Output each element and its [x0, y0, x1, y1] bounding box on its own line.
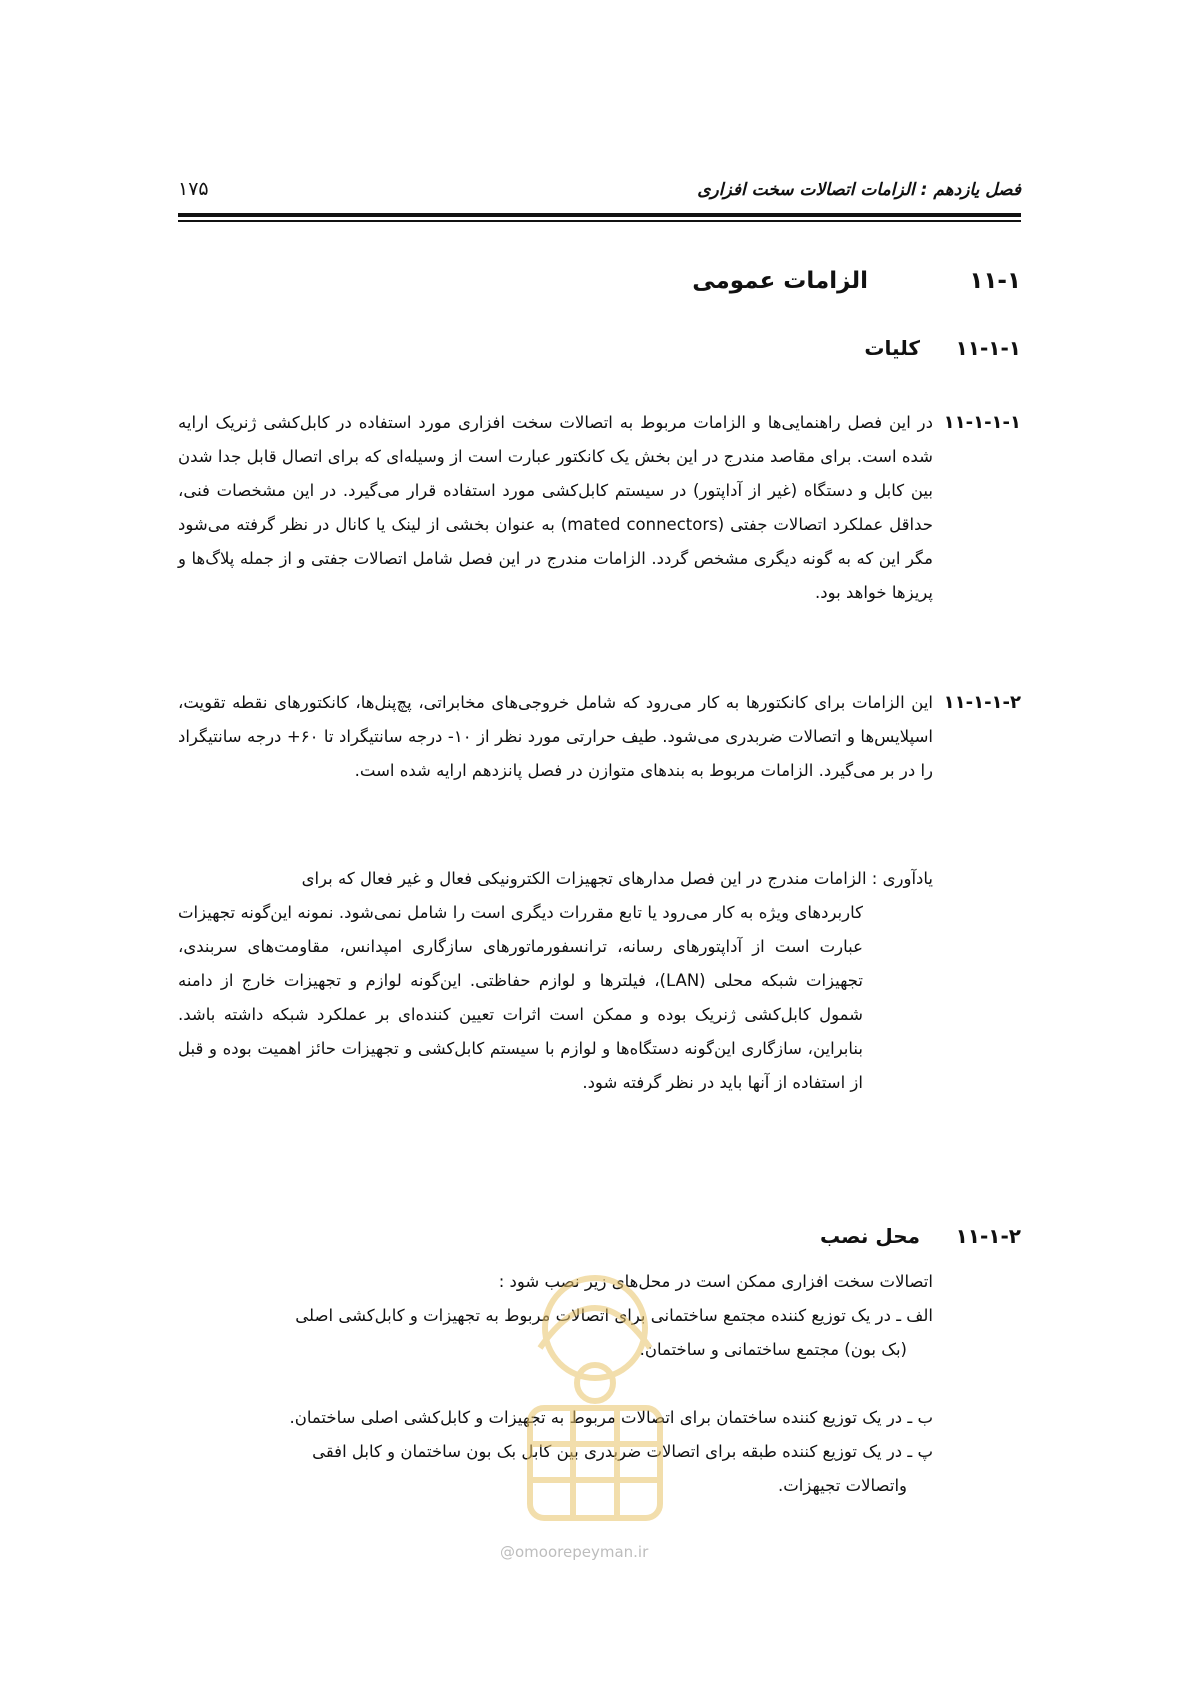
running-header — [178, 174, 1021, 210]
clause-11-1-1-1 — [178, 406, 1021, 610]
subsection-title: کلیات — [864, 336, 920, 360]
list-item-continuation: واتصالات تجیهزات. — [778, 1476, 907, 1495]
section-title: الزامات عمومی — [692, 268, 868, 294]
list-item-line: الف ـ در یک توزیع کننده مجتمع ساختمانی برای اتصالات مربوط به تجهیزات و کابل‌کشی اصلی — [295, 1306, 933, 1325]
page-number: ۱۷۵ — [178, 178, 209, 200]
installation-intro: اتصالات سخت افزاری ممکن است در محل‌های زیر نصب شود : — [498, 1272, 933, 1291]
section-heading-general-requirements — [692, 268, 1021, 294]
subsection-number: ۱۱-۱-۲ — [955, 1224, 1021, 1248]
clause-text: در این فصل راهنمایی‌ها و الزامات مربوط به اتصالات سخت افزاری مورد استفاده در کابل‌کشی ژنریک ارایه شده است. برای مقاصد مندرج در این بخش یک کانکتور عبارت است از وسیله‌ای که برای اتصال قابل جدا شدن بین کابل و دستگاه (غیر از آداپتور) در سیستم کابل‌کشی مورد استفاده قرار می‌گیرد. در این مشخصات فنی، حداقل عملکرد اتصالات جفتی (mated connectors) به عنوان بخشی از لینک یا کانال در نظر گرفته می‌شود مگر این که به گونه دیگری مشخص گردد. الزامات مندرج در این فصل شامل اتصالات جفتی و از جمله پلاگ‌ها و پریزها خواهد بود. — [178, 413, 933, 602]
list-item — [178, 1435, 933, 1503]
subsection-heading-overview — [864, 336, 1021, 360]
subsection-number: ۱۱-۱-۱ — [955, 336, 1021, 360]
list-item — [178, 1299, 933, 1367]
clause-11-1-1-2 — [178, 686, 1021, 788]
note-body: کاربردهای ویژه به کار می‌رود یا تابع مقررات دیگری است را شامل نمی‌شود. نمونه این‌گونه تجهیزات عبارت است از آداپتورهای رسانه، ترانسفورماتورهای سازگاری امپدانس، مقاومت‌های سربندی، تجهیزات شبکه محلی (LAN)، فیلترها و لوازم حفاظتی. این‌گونه لوازم و تجهیزات خارج از دامنه شمول کابل‌کشی ژنریک بوده و ممکن است اثرات تعیین کننده‌ای بر عملکرد شبکه داشته باشد. بنابراین، سازگاری این‌گونه دستگاه‌ها و لوازم با سیستم کابل‌کشی و تجهیزات حائز اهمیت بوده و قبل از استفاده از آنها باید در نظر گرفته شود. — [178, 903, 863, 1092]
list-item-continuation: (بک بون) مجتمع ساختمانی و ساختمان. — [639, 1340, 907, 1359]
header-rule-thin — [178, 220, 1021, 222]
list-item-line: پ ـ در یک توزیع کننده طبقه برای اتصالات ضربدری بین کابل بک بون ساختمان و کابل افقی — [312, 1442, 933, 1461]
clause-number: ۱۱-۱-۱-۱ — [943, 412, 1021, 433]
list-item — [178, 1401, 933, 1435]
subsection-title: محل نصب — [820, 1224, 920, 1248]
list-item-line: ب ـ در یک توزیع کننده ساختمان برای اتصالات مربوط به تجهیزات و کابل‌کشی اصلی ساختمان. — [289, 1408, 933, 1427]
note-first-line: یادآوری : الزامات مندرج در این فصل مدارهای تجهیزات الکترونیکی فعال و غیر فعال که برای — [301, 869, 933, 888]
watermark-url: @omoorepeyman.ir — [500, 1543, 649, 1561]
chapter-title: فصل یازدهم : الزامات اتصالات سخت افزاری — [697, 180, 1021, 200]
header-rule-thick — [178, 213, 1021, 217]
clause-text: این الزامات برای کانکتورها به کار می‌رود که شامل خروجی‌های مخابراتی، پچ‌پنل‌ها، کانکتورهای نقطه تقویت، اسپلایس‌ها و اتصالات ضربدری می‌شود. طیف حرارتی مورد نظر از ۱۰- درجه سانتیگراد تا ۶۰+ درجه سانتیگراد را در بر می‌گیرد. الزامات مربوط به بندهای متوازن در فصل پانزدهم ارایه شده است. — [178, 693, 934, 780]
section-number: ۱۱-۱ — [969, 268, 1021, 294]
clause-number: ۱۱-۱-۱-۲ — [943, 692, 1021, 713]
subsection-heading-installation-location — [820, 1224, 1021, 1248]
reminder-note — [178, 862, 933, 1100]
